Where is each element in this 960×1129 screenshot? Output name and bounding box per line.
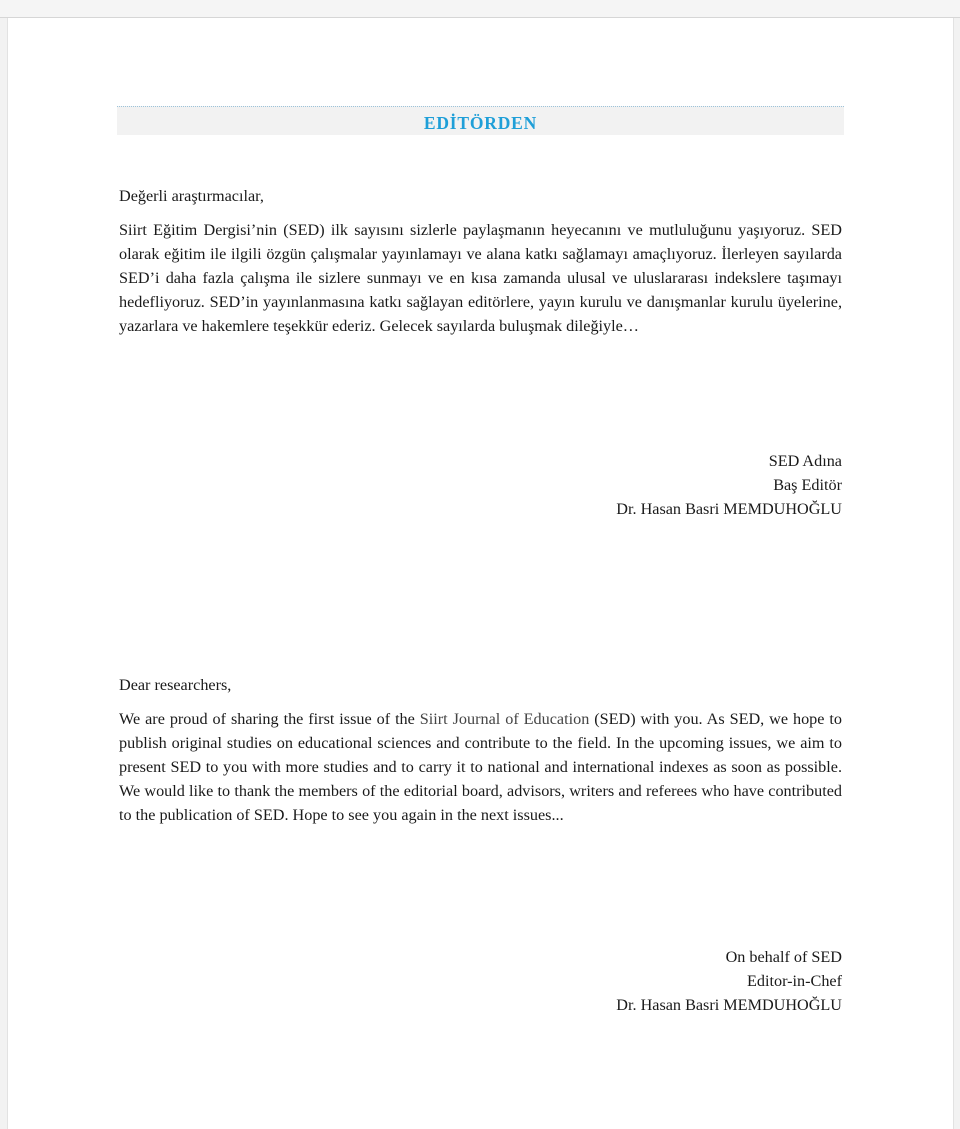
journal-name: Siirt Journal of Education	[419, 710, 590, 728]
viewer-top-bar	[0, 0, 960, 18]
english-body-part1: We are proud of sharing the first issue of the	[119, 710, 420, 728]
document-page	[7, 18, 954, 1129]
english-signature	[616, 945, 842, 1017]
english-greeting: Dear researchers,	[119, 676, 232, 694]
english-signature-line1: On behalf of SED	[725, 948, 842, 966]
english-signature-line3: Dr. Hasan Basri MEMDUHOĞLU	[616, 996, 842, 1014]
header-band	[117, 106, 844, 135]
turkish-signature-line1: SED Adına	[768, 452, 842, 470]
english-body-part2: (SED) with you. As SED, we hope to publish original studies on educational sciences and contribute to the field. In the upcoming issues, we aim to present SED to you with more studies and to carry it to national and international indexes as soon as possible. We would like to thank the members of the editorial board, advisors, writers and referees who have contributed to the publication of SED. Hope to see you again in the next issues...	[119, 710, 842, 824]
english-body	[119, 707, 842, 827]
turkish-body: Siirt Eğitim Dergisi’nin (SED) ilk sayısını sizlerle paylaşmanın heyecanını ve mutluluğunu yaşıyoruz. SED olarak eğitim ile ilgili özgün çalışmalar yayınlamayı ve alana katkı sağlamayı amaçlıyoruz. İlerleyen sayılarda SED’i daha fazla çalışma ile sizlere sunmayı ve en kısa zamanda ulusal ve uluslararası indekslere taşımayı hedefliyoruz. SED’in yayınlanmasına katkı sağlayan editörlere, yayın kurulu ve danışmanlar kurulu üyelerine, yazarlara ve hakemlere teşekkür ederiz. Gelecek sayılarda buluşmak dileğiyle…	[119, 221, 842, 335]
page-title: EDİTÖRDEN	[423, 113, 538, 133]
english-signature-line2: Editor-in-Chef	[747, 972, 842, 990]
turkish-greeting: Değerli araştırmacılar,	[119, 187, 264, 205]
turkish-signature-line3: Dr. Hasan Basri MEMDUHOĞLU	[616, 500, 842, 518]
turkish-signature	[616, 449, 842, 521]
turkish-signature-line2: Baş Editör	[773, 476, 842, 494]
